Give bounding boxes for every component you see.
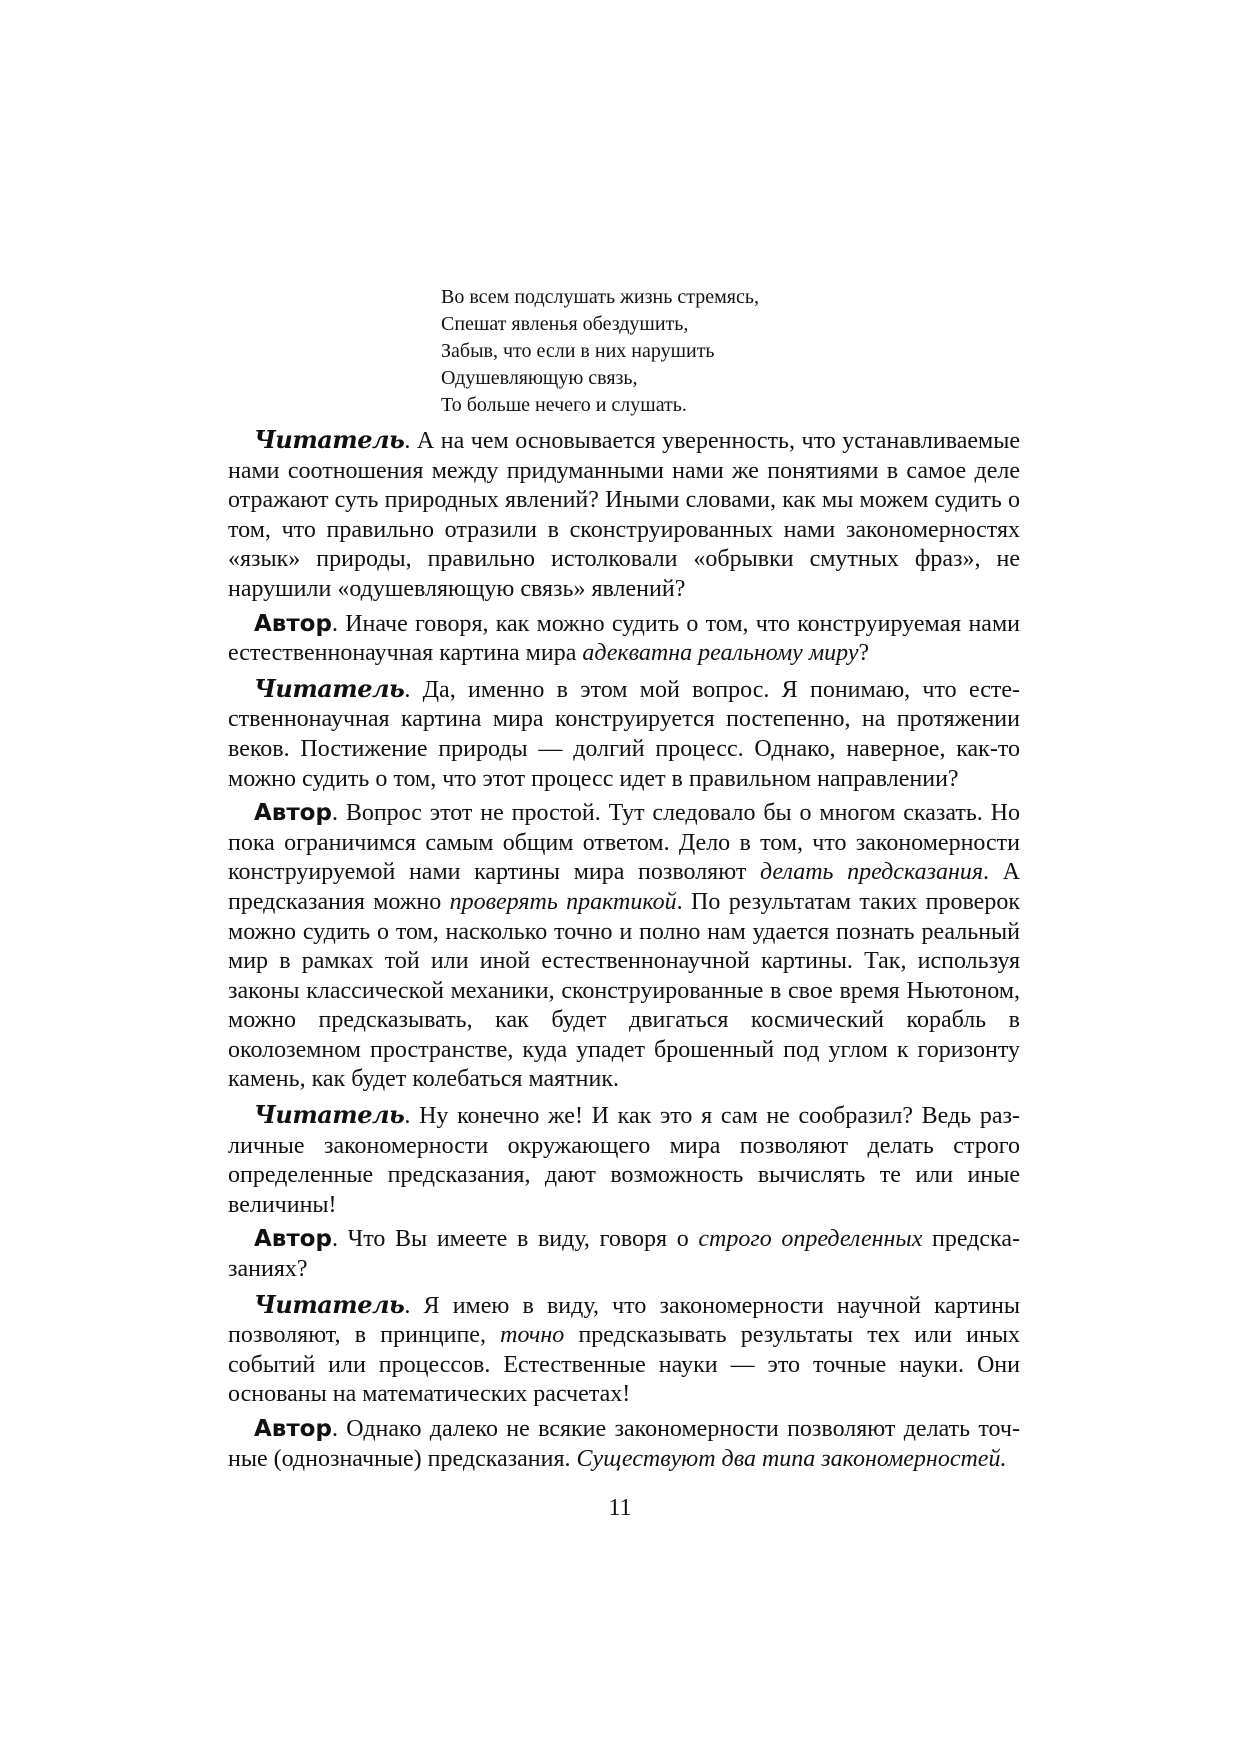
paragraph-author-3 (228, 1225, 1020, 1284)
paragraph-author-4 (228, 1415, 1020, 1474)
speaker-reader: Читатель (254, 673, 405, 703)
paragraph-text: . Да, именно в этом мой вопрос. Я понимаю, что естественнонаучная картина мира конструируется постепенно, на протяжении веков. Постижение природы — долгий процесс. Однако, наверное, как-то можно судить о том, что этот процесс идет в правильном направлении? (228, 676, 1020, 792)
poem-line: Спешат явленья обездушить, (441, 313, 689, 335)
speaker-reader: Читатель (254, 1289, 405, 1319)
speaker-author: Автор (254, 610, 332, 637)
speaker-author: Автор (254, 1226, 332, 1253)
dialogue-text (228, 425, 1020, 1479)
paragraph-reader-4 (228, 1290, 1020, 1410)
paragraph-reader-3 (228, 1100, 1020, 1220)
speaker-author: Автор (254, 1416, 332, 1442)
emphasis: Существуют два типа закономерностей. (576, 1445, 1007, 1472)
paragraph-text: ? (858, 640, 870, 667)
poem-line: Одушевляющую связь, (441, 367, 638, 389)
paragraph-text: . Иначе говоря, как можно судить о том, что конструируемая нами естественнонаучная картина мира (228, 610, 1020, 667)
emphasis: точно (500, 1322, 565, 1349)
poem-line: Во всем подслушать жизнь стремясь, (441, 286, 759, 308)
paragraph-reader-2 (228, 674, 1020, 794)
speaker-reader: Читатель (254, 1100, 405, 1130)
paragraph-text: . Что Вы имеете в виду, говоря о (331, 1226, 699, 1253)
paragraph-author-2 (228, 799, 1020, 1095)
epigraph-poem (441, 284, 759, 419)
poem-line: То больше нечего и слушать. (441, 394, 687, 416)
emphasis: проверять практикой (449, 888, 677, 915)
paragraph-author-1 (228, 610, 1020, 669)
paragraph-text: . Я имею в виду, что закономерности научной картины позволяют, в принципе, (228, 1292, 1020, 1349)
paragraph-text: предсказывать результаты тех или иных событий или процессов. Естественные науки — это точные науки. Они основаны на математических расчетах! (228, 1322, 1020, 1408)
speaker-reader: Читатель (254, 425, 405, 454)
paragraph-text: . А на чем основывается уверенность, что устанавливаемые нами соотношения между придуманными нами же понятиями в самое деле отражают суть природных явлений? Иными словами, как мы можем судить о том, что правильно отразили в сконструированных нами закономерностях «язык» природы, правильно истолковали «обрывки смутных фраз», не нарушили «одушевляющую связь» явлений? (228, 428, 1020, 602)
paragraph-text: . Вопрос этот не простой. Тут следовало бы о многом сказать. Но пока ограничимся самым общим ответом. Дело в том, что закономерности конструируемой нами картины мира позволяют (228, 800, 1020, 886)
speaker-author: Автор (254, 800, 332, 827)
paragraph-text: . По результатам таких проверок можно судить о том, насколько точно и полно нам удается познать реальный мир в рамках той или иной естественнонаучной картины. Так, используя законы классической механики, сконструированные в свое время Ньютоном, можно предсказывать, как будет двигаться космический корабль в околоземном пространстве, куда упадет брошенный под углом к горизонту камень, как будет колебаться маятник. (228, 888, 1020, 1093)
paragraph-text: . Ну конечно же! И как это я сам не сообразил? Ведь различные закономерности окружающего мира позволяют делать строго определенные предсказания, дают возможность вычислять те или иные величины! (228, 1103, 1020, 1218)
paragraph-text: . Однако далеко не всякие закономерности позволяют делать точные (однозначные) предсказания. (228, 1416, 1020, 1472)
emphasis: адекватна реальному миру (582, 640, 859, 667)
page-number: 11 (608, 1495, 632, 1521)
poem-line: Забыв, что если в них нарушить (441, 340, 715, 362)
paragraph-text: предсказаниях? (228, 1226, 1020, 1283)
paragraph-text: . А предсказания можно (228, 859, 1021, 915)
emphasis: делать предсказания (759, 859, 984, 886)
paragraph-reader-1 (228, 425, 1020, 605)
emphasis: строго определенных (698, 1226, 923, 1253)
